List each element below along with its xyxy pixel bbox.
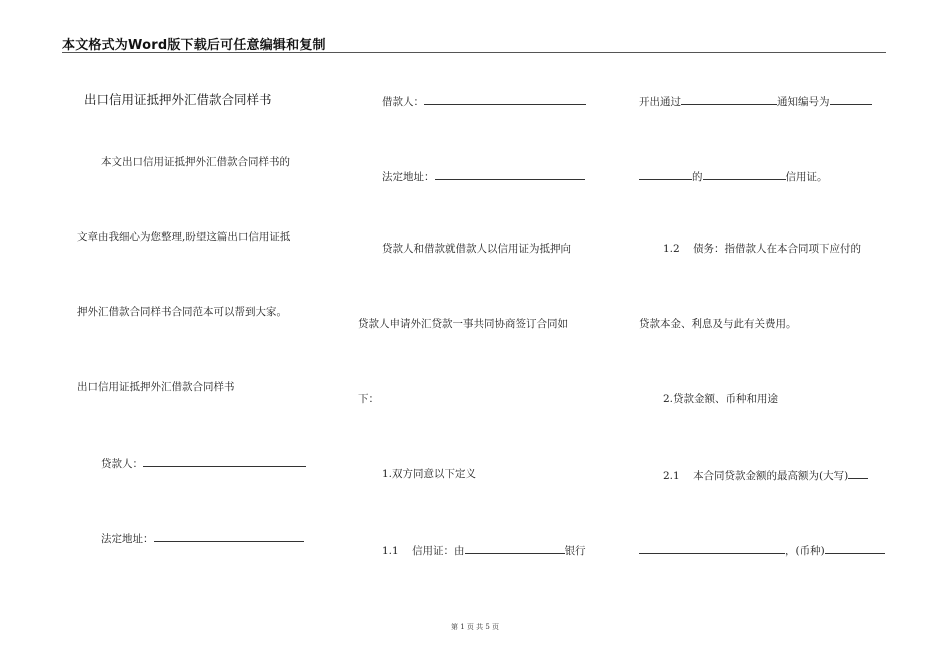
borrower-address-field [382,168,585,184]
clause-1-1-text-b: 银行 [564,545,586,557]
clause-1-1 [382,542,586,558]
credit-text-b: 信用证。 [785,171,828,183]
credit-ref-blank-2 [703,168,786,180]
advising-bank-blank [681,93,777,105]
lender-address-field [101,530,304,546]
credit-text-a: 的 [692,171,703,183]
lender-blank [143,455,306,467]
preamble-line-2: 贷款人申请外汇贷款一事共同协商签订合同如 [358,318,568,330]
advising-text-a: 开出通过 [639,96,681,108]
advising-line [639,93,872,109]
clause-1-1-number: 1.1 [382,545,399,557]
intro-line-3: 押外汇借款合同样书合同范本可以帮到大家。 [77,306,287,318]
borrower-field [382,93,586,109]
preamble-line-3: 下： [358,393,379,405]
clause-1-2-line-2: 贷款本金、利息及与此有关费用。 [639,318,797,330]
clause-1-2 [663,242,861,256]
section-1-title: 1.双方同意以下定义 [382,468,477,480]
lender-label: 贷款人： [101,458,143,470]
document-title: 出口信用证抵押外汇借款合同样书 [84,92,272,107]
amount-words-blank [848,467,868,479]
lender-field [101,455,306,471]
borrower-label: 借款人： [382,96,424,108]
amount-currency-line [639,542,885,558]
notice-number-blank [830,93,872,105]
currency-blank [825,542,885,554]
preamble-line-1: 贷款人和借款就借款人以信用证为抵押向 [382,243,571,255]
clause-2-1 [663,467,868,483]
clause-2-1-number: 2.1 [663,470,680,482]
advising-text-b: 通知编号为 [777,96,830,108]
contract-subtitle: 出口信用证抵押外汇借款合同样书 [77,381,235,393]
lender-address-label: 法定地址： [101,533,154,545]
header-rule [62,52,886,53]
page-footer: 第 1 页 共 5 页 [450,623,500,631]
clause-2-1-text: 本合同贷款金额的最高额为(大写) [693,470,849,482]
clause-1-2-text: 债务：指借款人在本合同项下应付的 [693,243,862,255]
intro-line-1: 本文出口信用证抵押外汇借款合同样书的 [101,156,290,168]
amount-continued-blank [639,542,785,554]
clause-1-2-number: 1.2 [663,243,680,255]
intro-line-2: 文章由我细心为您整理,盼望这篇出口信用证抵 [77,231,291,243]
borrower-address-label: 法定地址： [382,171,435,183]
clause-1-1-text-a: 信用证：由 [412,545,465,557]
issuing-bank-blank [465,542,565,554]
credit-ref-blank-1 [639,168,692,180]
borrower-address-blank [435,168,585,180]
page-header: 本文格式为Word版下载后可任意编辑和复制 [62,38,326,53]
lender-address-blank [154,530,304,542]
borrower-blank [424,93,586,105]
currency-label: ，(币种) [785,545,825,557]
credit-line [639,168,828,184]
section-2-title: 2.贷款金额、币种和用途 [663,393,779,405]
